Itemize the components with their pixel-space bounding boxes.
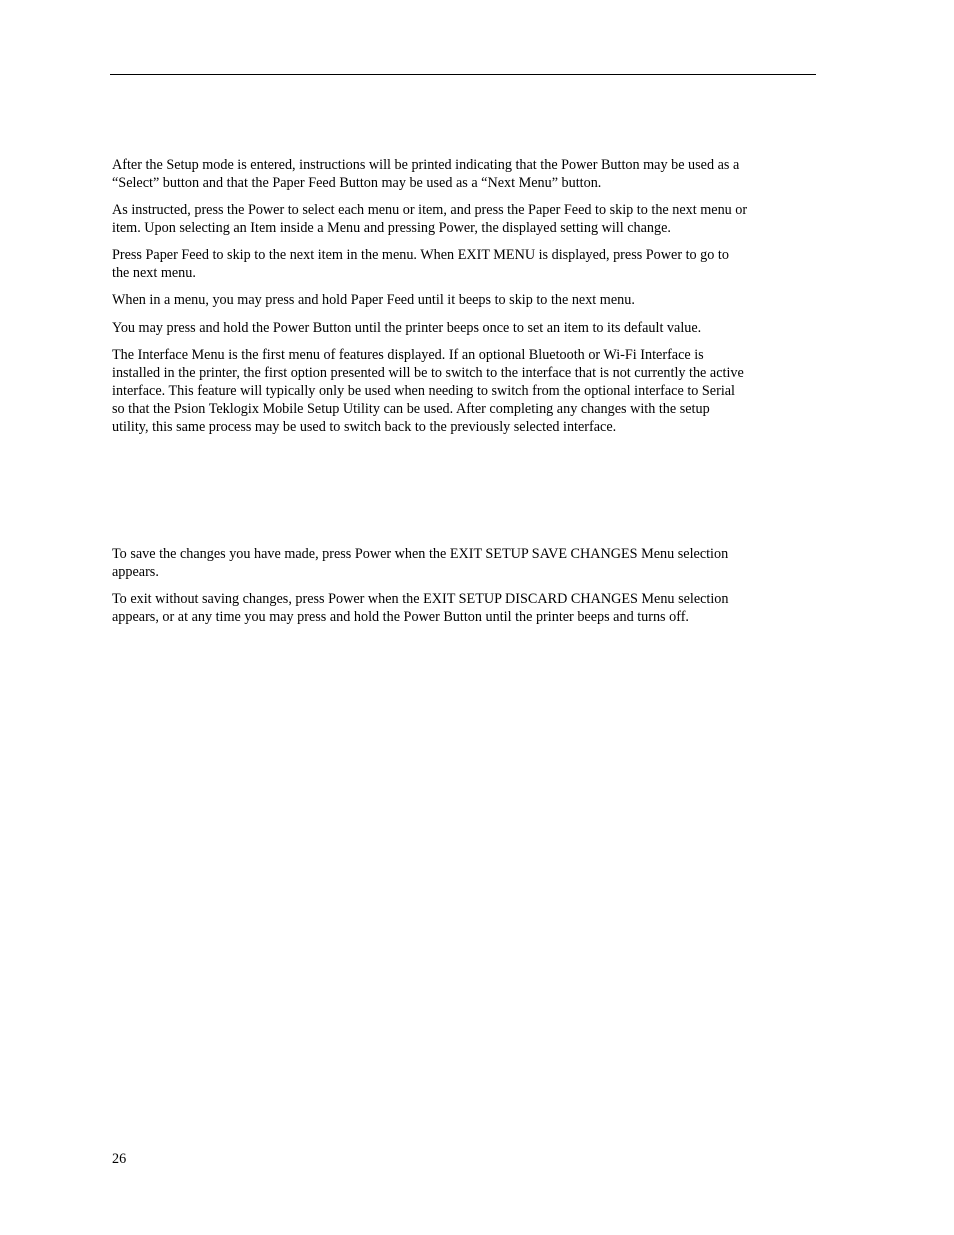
text-line: the next menu. <box>112 265 196 281</box>
paragraph-interface-menu <box>112 346 816 436</box>
text-line: “Select” button and that the Paper Feed Button may be used as a “Next Menu” button. <box>112 175 602 191</box>
text-line: appears, or at any time you may press and hold the Power Button until the printer beeps and turns off. <box>112 609 689 625</box>
header-rule <box>110 74 816 75</box>
paragraph-power-select-instructions <box>112 201 816 237</box>
paragraph-discard-changes <box>112 590 816 626</box>
paragraph-paper-feed-skip <box>112 246 816 282</box>
text-line: Press Paper Feed to skip to the next item in the menu. When EXIT MENU is displayed, press Power to go to <box>112 247 729 263</box>
text-line: appears. <box>112 564 159 580</box>
text-line: When in a menu, you may press and hold Paper Feed until it beeps to skip to the next menu. <box>112 292 635 308</box>
text-line: installed in the printer, the first option presented will be to switch to the interface that is not currently the active <box>112 365 744 381</box>
text-line: To save the changes you have made, press Power when the EXIT SETUP SAVE CHANGES Menu selection <box>112 546 729 562</box>
page-number: 26 <box>112 1151 127 1167</box>
text-line: utility, this same process may be used to switch back to the previously selected interface. <box>112 419 617 435</box>
text-line: As instructed, press the Power to select each menu or item, and press the Paper Feed to skip to the next menu or <box>112 202 748 218</box>
text-line: After the Setup mode is entered, instructions will be printed indicating that the Power Button may be used as a <box>112 157 740 173</box>
paragraph-save-changes <box>112 545 816 581</box>
text-line: The Interface Menu is the first menu of features displayed. If an optional Bluetooth or Wi-Fi Interface is <box>112 347 704 363</box>
text-line: interface. This feature will typically only be used when needing to switch from the optional interface to Serial <box>112 383 736 399</box>
text-line: To exit without saving changes, press Power when the EXIT SETUP DISCARD CHANGES Menu selection <box>112 591 729 607</box>
paragraph-setup-mode-intro <box>112 156 816 192</box>
paragraph-default-value <box>112 319 816 337</box>
paragraph-hold-paper-feed <box>112 291 816 309</box>
text-line: You may press and hold the Power Button until the printer beeps once to set an item to its default value. <box>112 320 702 336</box>
text-line: so that the Psion Teklogix Mobile Setup Utility can be used. After completing any changes with the setup <box>112 401 710 417</box>
text-line: item. Upon selecting an Item inside a Menu and pressing Power, the displayed setting will change. <box>112 220 671 236</box>
